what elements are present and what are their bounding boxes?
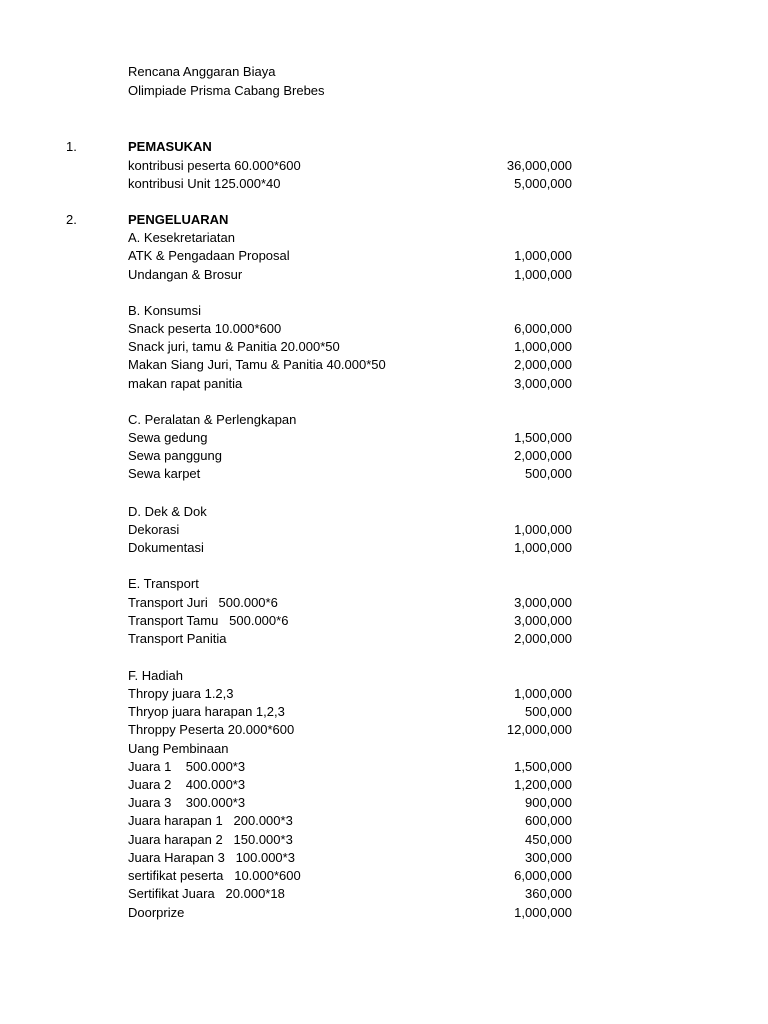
document-subtitle: Olimpiade Prisma Cabang Brebes [128,83,325,98]
row-label: Makan Siang Juri, Tamu & Panitia 40.000*50 [128,357,386,372]
budget-row [128,539,572,557]
row-label: Juara 2 400.000*3 [128,777,246,792]
row-label: Transport Tamu 500.000*6 [128,613,289,628]
row-amount: 6,000,000 [514,868,572,883]
row-label: Sewa karpet [128,466,201,481]
budget-row [128,356,572,374]
budget-row [128,266,572,284]
row-amount: 2,000,000 [514,631,572,646]
row-amount: 1,000,000 [514,522,572,537]
row-amount: 1,200,000 [514,777,572,792]
row-label: Juara Harapan 3 100.000*3 [128,850,295,865]
row-amount: 3,000,000 [514,376,572,391]
group-title-transport: E. Transport [128,576,199,591]
row-label: Transport Juri 500.000*6 [128,595,278,610]
budget-row [128,885,572,903]
budget-row [128,812,572,830]
budget-row [128,685,572,703]
row-amount: 3,000,000 [514,595,572,610]
budget-row [128,831,572,849]
row-label: Thryop juara harapan 1,2,3 [128,704,285,719]
row-label: Snack juri, tamu & Panitia 20.000*50 [128,339,340,354]
row-amount: 500,000 [525,466,572,481]
budget-row [128,703,572,721]
row-label: Throppy Peserta 20.000*600 [128,722,295,737]
row-amount: 500,000 [525,704,572,719]
row-amount: 450,000 [525,832,572,847]
budget-row [128,521,572,539]
budget-row [128,338,572,356]
section-heading-pemasukan: PEMASUKAN [128,139,212,154]
row-label: Transport Panitia [128,631,227,646]
budget-row [128,867,572,885]
row-amount: 360,000 [525,886,572,901]
row-label: Juara 1 500.000*3 [128,759,246,774]
row-amount: 1,000,000 [514,267,572,282]
row-amount: 12,000,000 [506,722,572,737]
budget-row [128,375,572,393]
budget-row [128,594,572,612]
section-number-pemasukan: 1. [66,139,77,154]
row-amount: 1,500,000 [514,759,572,774]
section-number-pengeluaran: 2. [66,212,77,227]
row-label: Undangan & Brosur [128,267,243,282]
budget-row [128,740,572,758]
budget-row [128,794,572,812]
budget-row [128,904,572,922]
budget-row [128,849,572,867]
row-label: Sewa panggung [128,448,222,463]
row-amount: 1,000,000 [514,339,572,354]
row-label: kontribusi Unit 125.000*40 [128,176,281,191]
group-title-peralatan: C. Peralatan & Perlengkapan [128,412,297,427]
row-amount: 1,500,000 [514,430,572,445]
row-amount: 3,000,000 [514,613,572,628]
row-label: Dekorasi [128,522,180,537]
budget-row [128,157,572,175]
group-title-hadiah: F. Hadiah [128,668,183,683]
budget-row [128,465,572,483]
row-amount: 2,000,000 [514,448,572,463]
row-label: Juara harapan 1 200.000*3 [128,813,293,828]
budget-row [128,175,572,193]
row-amount: 1,000,000 [514,905,572,920]
row-label: Juara 3 300.000*3 [128,795,246,810]
row-label: Uang Pembinaan [128,741,229,756]
group-title-konsumsi: B. Konsumsi [128,303,201,318]
row-amount: 36,000,000 [506,158,572,173]
row-amount: 600,000 [525,813,572,828]
row-label: Dokumentasi [128,540,204,555]
document-title: Rencana Anggaran Biaya [128,64,276,79]
row-label: Doorprize [128,905,185,920]
row-label: Snack peserta 10.000*600 [128,321,282,336]
row-amount: 1,000,000 [514,248,572,263]
budget-row [128,776,572,794]
section-heading-pengeluaran: PENGELUARAN [128,212,229,227]
row-amount: 300,000 [525,850,572,865]
budget-row [128,612,572,630]
budget-row [128,429,572,447]
budget-row [128,447,572,465]
group-title-kesekretariatan: A. Kesekretariatan [128,230,235,245]
budget-row [128,320,572,338]
budget-row [128,721,572,739]
row-amount: 6,000,000 [514,321,572,336]
row-amount: 1,000,000 [514,686,572,701]
row-amount: 5,000,000 [514,176,572,191]
row-label: Juara harapan 2 150.000*3 [128,832,293,847]
row-label: Sewa gedung [128,430,208,445]
group-title-dek-dok: D. Dek & Dok [128,504,207,519]
row-amount: 1,000,000 [514,540,572,555]
row-label: sertifikat peserta 10.000*600 [128,868,301,883]
row-label: kontribusi peserta 60.000*600 [128,158,301,173]
budget-row [128,758,572,776]
row-amount: 900,000 [525,795,572,810]
row-amount: 2,000,000 [514,357,572,372]
row-label: makan rapat panitia [128,376,243,391]
budget-row [128,630,572,648]
row-label: ATK & Pengadaan Proposal [128,248,290,263]
budget-row [128,247,572,265]
row-label: Thropy juara 1.2,3 [128,686,234,701]
row-label: Sertifikat Juara 20.000*18 [128,886,285,901]
